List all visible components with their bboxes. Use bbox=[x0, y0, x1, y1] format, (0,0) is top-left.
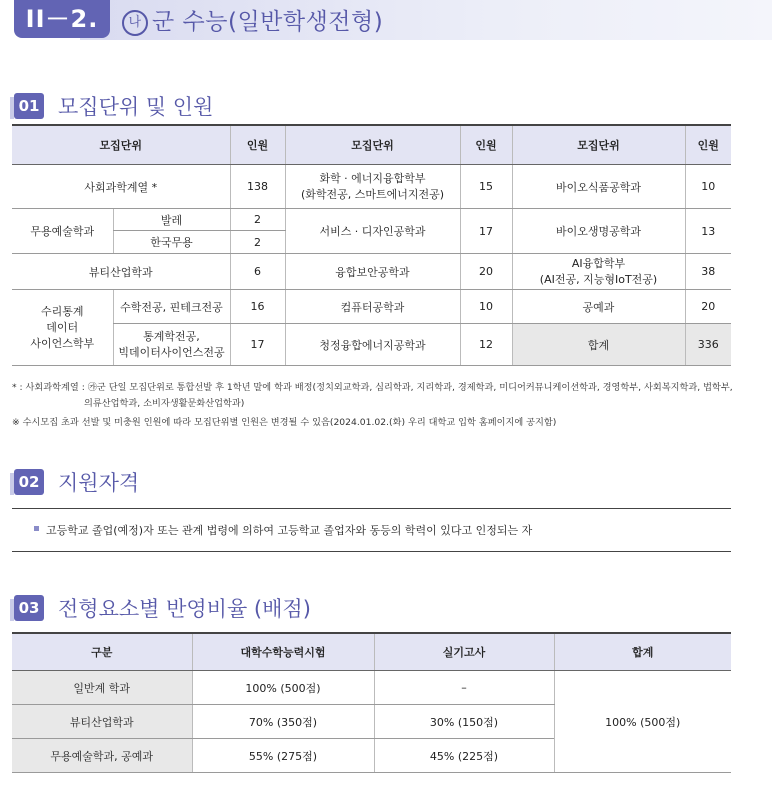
count-cell: 38 bbox=[685, 254, 731, 290]
total-count-cell: 336 bbox=[685, 324, 731, 366]
count-cell: 17 bbox=[230, 324, 285, 366]
unit-cell: 사회과학계열 * bbox=[12, 165, 230, 209]
count-cell: 17 bbox=[460, 209, 512, 254]
total-label-cell: 합계 bbox=[512, 324, 685, 366]
page-header bbox=[0, 0, 772, 40]
unit-cell: 화학 · 에너지융합학부 (화학전공, 스마트에너지전공) bbox=[285, 165, 460, 209]
table-row bbox=[12, 290, 731, 324]
count-cell: 16 bbox=[230, 290, 285, 324]
unit-cell: 공예과 bbox=[512, 290, 685, 324]
practical-cell: 30% (150점) bbox=[374, 705, 554, 739]
col-header: 모집단위 bbox=[512, 125, 685, 165]
section-number: 03 bbox=[14, 595, 44, 621]
csat-cell: 55% (275점) bbox=[192, 739, 374, 773]
count-cell: 6 bbox=[230, 254, 285, 290]
table-row bbox=[12, 324, 731, 366]
col-header: 인원 bbox=[685, 125, 731, 165]
count-cell: 2 bbox=[230, 209, 285, 231]
sub-unit-cell: 수학전공, 핀테크전공 bbox=[113, 290, 230, 324]
sub-unit-cell: 한국무용 bbox=[113, 231, 230, 254]
count-cell: 10 bbox=[685, 165, 731, 209]
unit-cell: AI융합학부 (AI전공, 지능형IoT전공) bbox=[512, 254, 685, 290]
row-label: 무용예술학과, 공예과 bbox=[12, 739, 192, 773]
qualification-text: 고등학교 졸업(예정)자 또는 관계 법령에 의하여 고등학교 졸업자와 동등의 학력이 있다고 인정되는 자 bbox=[46, 524, 533, 537]
section-title: 지원자격 bbox=[58, 471, 140, 495]
section-title: 모집단위 및 인원 bbox=[58, 95, 214, 119]
section-title: 전형요소별 반영비율 (배점) bbox=[58, 597, 311, 621]
practical-cell: – bbox=[374, 671, 554, 705]
group-circle-label: 나 bbox=[122, 10, 148, 36]
count-cell: 13 bbox=[685, 209, 731, 254]
qualification-box bbox=[12, 508, 731, 552]
page-title bbox=[122, 3, 383, 36]
unit-cell: 바이오식품공학과 bbox=[512, 165, 685, 209]
practical-cell: 45% (225점) bbox=[374, 739, 554, 773]
unit-cell: 뷰티산업학과 bbox=[12, 254, 230, 290]
csat-cell: 100% (500점) bbox=[192, 671, 374, 705]
col-header: 인원 bbox=[230, 125, 285, 165]
section-number: 02 bbox=[14, 469, 44, 495]
row-label: 뷰티산업학과 bbox=[12, 705, 192, 739]
table-row bbox=[12, 254, 731, 290]
count-cell: 12 bbox=[460, 324, 512, 366]
bullet-icon bbox=[34, 526, 39, 531]
count-cell: 15 bbox=[460, 165, 512, 209]
col-header: 모집단위 bbox=[12, 125, 230, 165]
table-header-row bbox=[12, 125, 731, 165]
col-header: 합계 bbox=[554, 633, 731, 671]
table-row bbox=[12, 209, 731, 231]
col-header: 대학수학능력시험 bbox=[192, 633, 374, 671]
sub-unit-cell: 통계학전공, 빅데이터사이언스전공 bbox=[113, 324, 230, 366]
col-header: 모집단위 bbox=[285, 125, 460, 165]
count-cell: 10 bbox=[460, 290, 512, 324]
section-number: 01 bbox=[14, 93, 44, 119]
unit-group-cell: 무용예술학과 bbox=[12, 209, 113, 254]
recruitment-table bbox=[12, 124, 731, 366]
col-header: 실기고사 bbox=[374, 633, 554, 671]
unit-cell: 컴퓨터공학과 bbox=[285, 290, 460, 324]
unit-cell: 서비스 · 디자인공학과 bbox=[285, 209, 460, 254]
table-row bbox=[12, 671, 731, 705]
footnote-line: ※ 수시모집 초과 선발 및 미충원 인원에 따라 모집단위별 인원은 변경될 수 있음(2024.01.02.(화) 우리 대학교 입학 홈페이지에 공지함) bbox=[12, 417, 557, 428]
count-cell: 20 bbox=[460, 254, 512, 290]
total-cell: 100% (500점) bbox=[554, 671, 731, 773]
ratio-table bbox=[12, 632, 731, 773]
table-row bbox=[12, 165, 731, 209]
footnote-line: 의류산업학과, 소비자생활문화산업학과) bbox=[84, 398, 245, 409]
count-cell: 138 bbox=[230, 165, 285, 209]
unit-group-cell: 수리통계 데이터 사이언스학부 bbox=[12, 290, 113, 366]
unit-cell: 융합보안공학과 bbox=[285, 254, 460, 290]
csat-cell: 70% (350점) bbox=[192, 705, 374, 739]
table-header-row bbox=[12, 633, 731, 671]
sub-unit-cell: 발레 bbox=[113, 209, 230, 231]
count-cell: 20 bbox=[685, 290, 731, 324]
unit-cell: 청정융합에너지공학과 bbox=[285, 324, 460, 366]
count-cell: 2 bbox=[230, 231, 285, 254]
col-header: 인원 bbox=[460, 125, 512, 165]
footnotes bbox=[12, 380, 757, 431]
page-title-text: 군 수능(일반학생전형) bbox=[152, 9, 384, 35]
footnote-line: * : 사회과학계열 : ㉮군 단일 모집단위로 통합선발 후 1학년 말에 학과 배정(정치외교학과, 심리학과, 지리학과, 경제학과, 미디어커뮤니케이션학과, 경영학부, 사회복지학과, 법학부, bbox=[12, 382, 733, 393]
unit-cell: 바이오생명공학과 bbox=[512, 209, 685, 254]
chapter-badge: II－2. bbox=[14, 0, 110, 38]
col-header: 구분 bbox=[12, 633, 192, 671]
row-label: 일반계 학과 bbox=[12, 671, 192, 705]
